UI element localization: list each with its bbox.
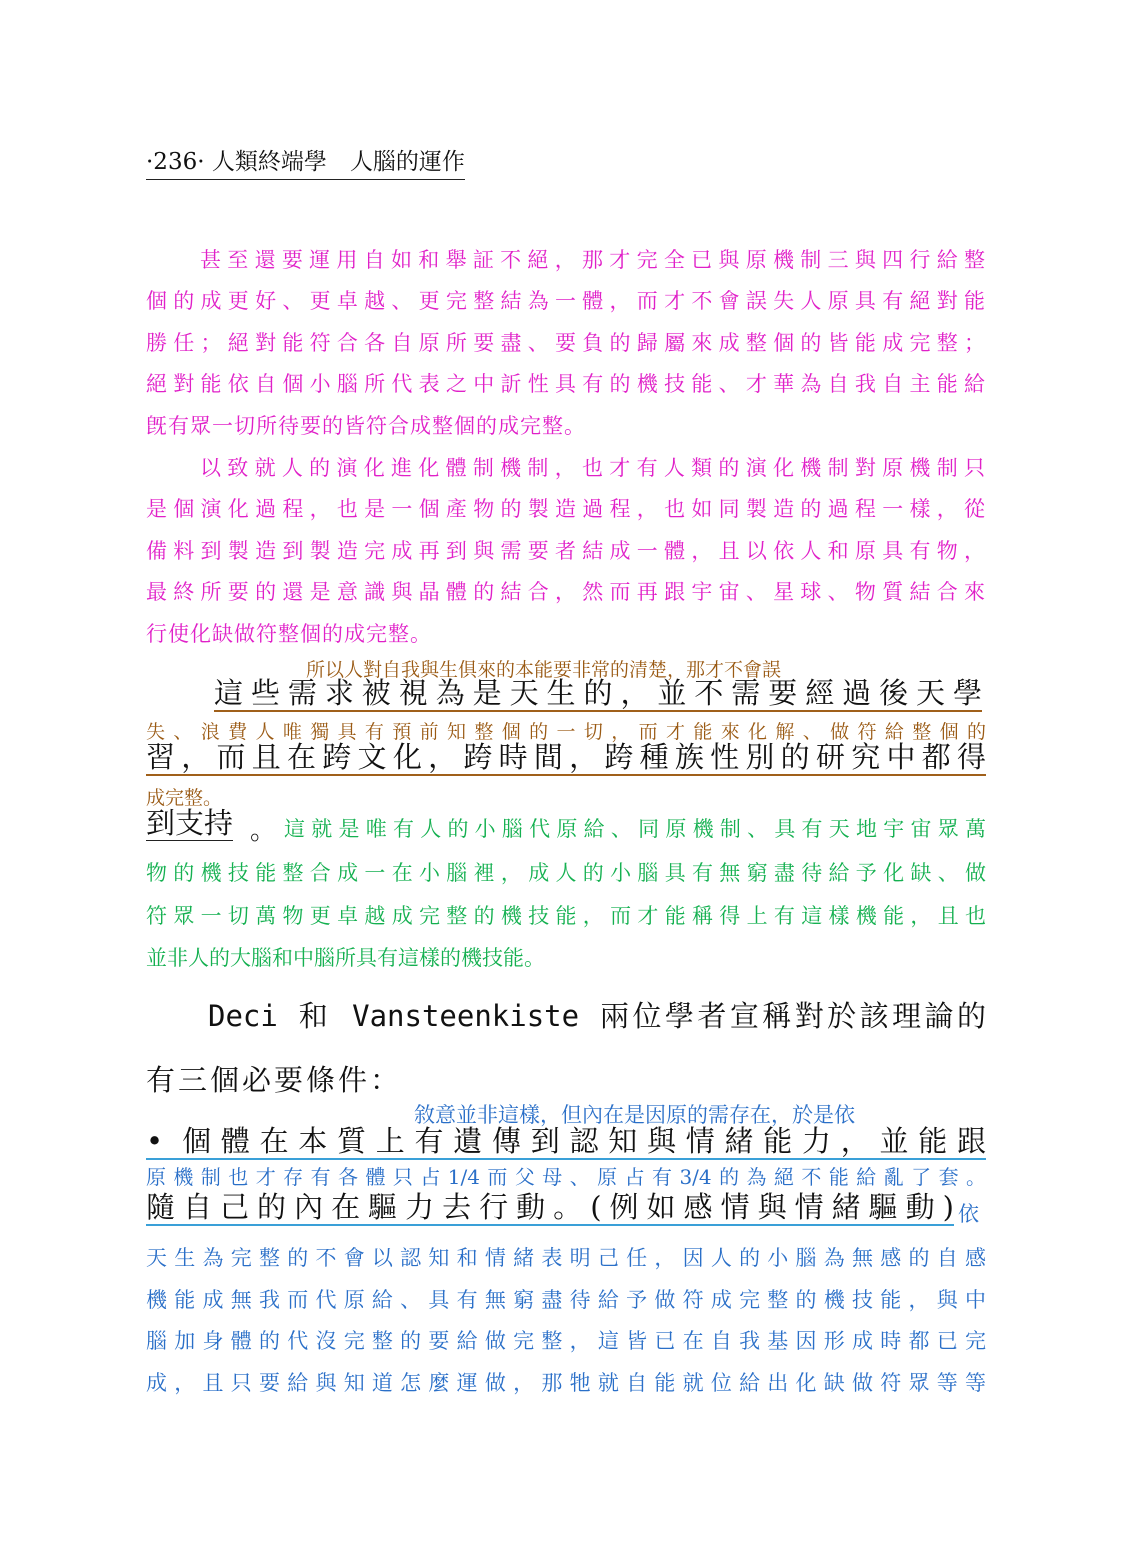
quote2-line-1: Deci 和 Vansteenkiste 兩位學者宣稱對於該理論的: [208, 999, 986, 1033]
quote1-line-2: 習，而且在跨文化，跨時間，跨種族性別的研究中都得: [146, 740, 986, 774]
header-text: ·236· 人類終端學 人腦的運作: [146, 149, 465, 175]
para3-line-3: 符眾一切萬物更卓越成完整的機技能，而才能稱得上有這樣機能，且也: [146, 904, 986, 928]
para1-line-3: 勝任；絕對能符合各自原所要盡、要負的歸屬來成整個的皆能成完整；: [146, 331, 986, 355]
para1-line-5: 旣有眾一切所待要的皆符合成整個的成完整。: [146, 414, 586, 438]
quote3-line-1: • 個體在本質上有遺傳到認知與情緒能力，並能跟: [146, 1124, 986, 1158]
note1-line-3: 成完整。: [146, 787, 223, 809]
para3-line-4: 並非人的大腦和中腦所具有這樣的機技能。: [146, 946, 545, 970]
quote2-line-2: 有三個必要條件：: [146, 1063, 403, 1097]
para2-line-3: 備料到製造到製造完成再到與需要者結成一體，且以依人和原具有物，: [146, 539, 986, 563]
para1-line-1: 甚至還要運用自如和舉証不絕，那才完全已與原機制三與四行給整: [200, 248, 986, 272]
para2-line-4: 最終所要的還是意識與晶體的結合，然而再跟宇宙、星球、物質結合來: [146, 580, 986, 604]
para2-line-5: 行使化缺做符整個的成完整。: [146, 622, 432, 646]
note2-line-1: 敘意並非這樣，但內在是因原的需存在，於是依: [414, 1103, 855, 1127]
note1-line-1: 所以人對自我與生俱來的本能要非常的清楚，那才不會誤: [306, 659, 782, 681]
para4-line-4: 成，且只要給與知道怎麼運做，那牠就自能就位給出化缺做符眾等等: [146, 1371, 986, 1395]
para1-line-4: 絕對能依自個小腦所代表之中訢性具有的機技能、才華為自我自主能給: [146, 372, 986, 396]
para4-line-1: 天生為完整的不會以認知和情緒表明己任，因人的小腦為無感的自感: [146, 1246, 986, 1270]
quote3-line-2: 隨自己的內在驅力去行動。(例如感情與情緒驅動): [146, 1190, 954, 1224]
para2-line-2: 是個演化過程，也是一個產物的製造過程，也如同製造的過程一樣，從: [146, 497, 986, 521]
page-header: [146, 143, 465, 180]
para1-line-2: 個的成更好、更卓越、更完整結為一體，而才不會誤失人原具有絕對能: [146, 289, 986, 313]
note1-line-2: 失、浪費人唯獨具有預前知整個的一切，而才能來化解、做符給整個的: [146, 721, 986, 743]
para3-line-2: 物的機技能整合成一在小腦裡，成人的小腦具有無窮盡待給予化缺、做: [146, 861, 986, 885]
note2-line-2: 原機制也才存有各體只占1/4而父母、原占有3/4的為絕不能給亂了套。: [146, 1165, 986, 1189]
quote1-line-1: 這些需求被視為是天生的，並不需要經過後天學: [214, 676, 982, 710]
quote1-period: 。: [250, 816, 277, 846]
quote1-line-3: 到支持: [146, 806, 234, 840]
para2-line-1: 以致就人的演化進化體制機制，也才有人類的演化機制對原機制只: [200, 456, 986, 480]
para3-line-1: 這就是唯有人的小腦代原給、同原機制、具有天地宇宙眾萬: [284, 817, 986, 841]
note2-line-3: 依: [958, 1202, 979, 1226]
para4-line-3: 腦加身體的代沒完整的要給做完整，這皆已在自我基因形成時都已完: [146, 1329, 986, 1353]
para4-line-2: 機能成無我而代原給、具有無窮盡待給予做符成完整的機技能，與中: [146, 1288, 986, 1312]
